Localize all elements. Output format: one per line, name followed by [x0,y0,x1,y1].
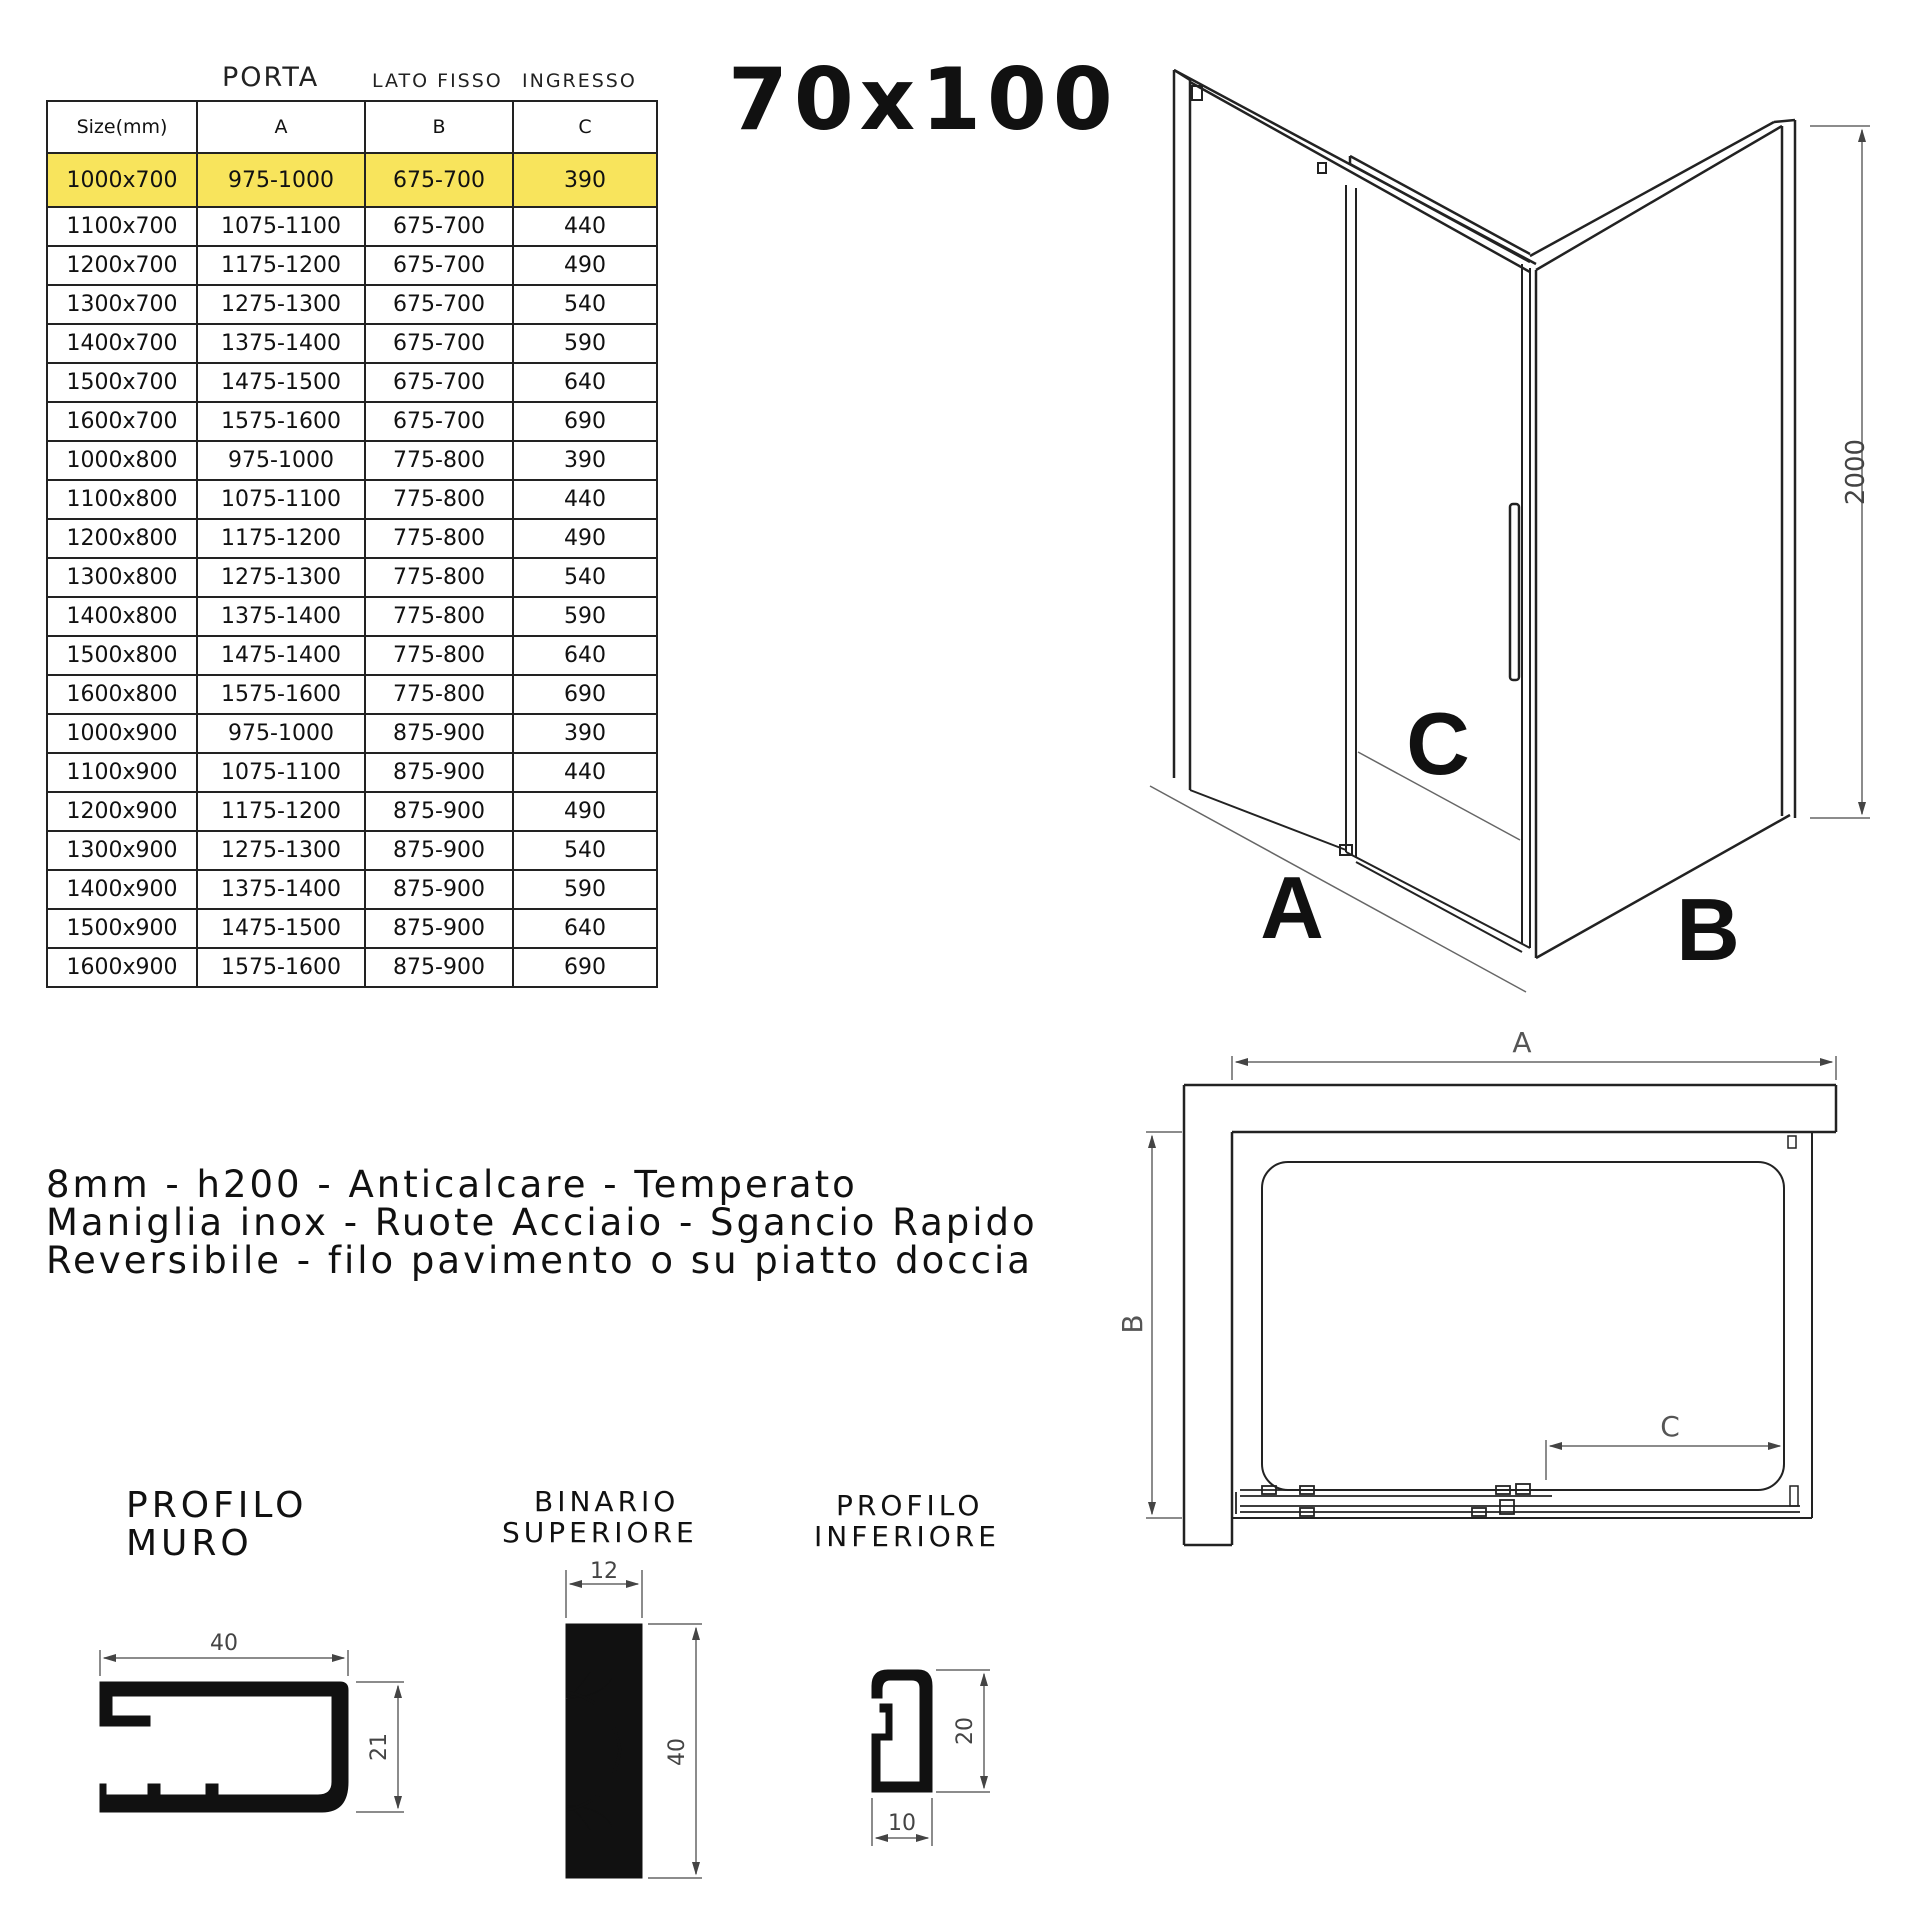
profilo-muro-title-1: PROFILO [126,1485,308,1526]
plan-enclosure [1232,1132,1812,1518]
cell-b: 775-800 [365,441,513,480]
cell-b: 875-900 [365,948,513,987]
cell-b: 675-700 [365,285,513,324]
plan-sliding-door [1236,1484,1800,1516]
cell-a: 1075-1100 [197,480,365,519]
binario-title-1: BINARIO [534,1485,680,1518]
spec-line-1: 8mm - h200 - Anticalcare - Temperato [46,1163,858,1206]
cell-a: 1075-1100 [197,207,365,246]
cell-size: 1500x700 [47,363,197,402]
iso-fixed-panel-a [1190,82,1346,850]
cell-c: 690 [513,675,657,714]
profilo-muro-section [100,1650,404,1812]
cell-a: 975-1000 [197,153,365,207]
cell-a: 1275-1300 [197,831,365,870]
binario-height-dimension: 40 [665,1738,690,1766]
spec-line-2: Maniglia inox - Ruote Acciaio - Sgancio Rapido [46,1201,1038,1244]
cell-b: 775-800 [365,558,513,597]
plan-dim-a: A [1512,1026,1532,1059]
cell-a: 1475-1500 [197,363,365,402]
plan-dimension-lines [1146,1056,1836,1518]
cell-a: 1575-1600 [197,402,365,441]
profilo-muro-title-2: MURO [126,1523,253,1564]
cell-c: 540 [513,285,657,324]
spec-line-3: Reversibile - filo pavimento o su piatto doccia [46,1239,1033,1282]
cell-c: 640 [513,636,657,675]
cell-c: 690 [513,402,657,441]
cell-c: 640 [513,363,657,402]
cell-c: 590 [513,870,657,909]
cell-a: 1275-1300 [197,285,365,324]
cell-a: 1475-1400 [197,636,365,675]
group-label-ingresso: INGRESSO [522,70,637,92]
cell-a: 1375-1400 [197,597,365,636]
cell-b: 675-700 [365,402,513,441]
binario-title-2: SUPERIORE [502,1516,698,1549]
cell-b: 675-700 [365,246,513,285]
column-header-a: A [197,101,365,153]
cell-size: 1400x700 [47,324,197,363]
cell-a: 975-1000 [197,441,365,480]
column-header-b: B [365,101,513,153]
iso-label-c: C [1406,694,1470,793]
cell-b: 875-900 [365,909,513,948]
cell-c: 440 [513,753,657,792]
cell-b: 875-900 [365,792,513,831]
cell-b: 675-700 [365,153,513,207]
cell-size: 1100x900 [47,753,197,792]
cell-size: 1200x900 [47,792,197,831]
cell-c: 540 [513,831,657,870]
iso-height-dimension: 2000 [1841,438,1871,506]
muro-width-dimension: 40 [210,1631,238,1656]
cell-b: 675-700 [365,324,513,363]
cell-size: 1500x800 [47,636,197,675]
cell-c: 590 [513,324,657,363]
cell-c: 440 [513,207,657,246]
muro-height-dimension: 21 [367,1733,392,1761]
product-title: 70x100 [728,50,1119,150]
cell-c: 590 [513,597,657,636]
inferiore-width-dimension: 10 [888,1811,916,1836]
iso-door-c [1340,185,1530,952]
cell-c: 690 [513,948,657,987]
cell-b: 675-700 [365,207,513,246]
cell-size: 1000x700 [47,153,197,207]
iso-label-b: B [1676,880,1740,979]
column-header-size: Size(mm) [47,101,197,153]
cell-size: 1600x700 [47,402,197,441]
binario-width-dimension: 12 [590,1559,618,1584]
iso-side-panel-b [1530,120,1795,958]
group-label-porta: PORTA [222,62,320,93]
cell-size: 1600x800 [47,675,197,714]
cell-size: 1000x900 [47,714,197,753]
cell-c: 390 [513,153,657,207]
cell-size: 1100x700 [47,207,197,246]
iso-shower-view [1150,70,1870,992]
profilo-inferiore-title-1: PROFILO [836,1489,984,1522]
cell-b: 675-700 [365,363,513,402]
cell-a: 1375-1400 [197,324,365,363]
inferiore-height-dimension: 20 [953,1717,978,1745]
cell-size: 1200x800 [47,519,197,558]
cell-b: 775-800 [365,519,513,558]
plan-dim-b: B [1116,1314,1149,1334]
plan-walls [1184,1085,1836,1545]
cell-size: 1300x800 [47,558,197,597]
iso-wall-profile-left [1174,70,1202,790]
cell-c: 490 [513,519,657,558]
cell-a: 1575-1600 [197,675,365,714]
column-header-c: C [513,101,657,153]
cell-size: 1600x900 [47,948,197,987]
cell-size: 1300x700 [47,285,197,324]
cell-a: 1475-1500 [197,909,365,948]
cell-b: 775-800 [365,675,513,714]
cell-c: 540 [513,558,657,597]
plan-view [1146,1056,1836,1545]
cell-size: 1000x800 [47,441,197,480]
cell-a: 1375-1400 [197,870,365,909]
cell-c: 490 [513,792,657,831]
cell-c: 390 [513,714,657,753]
binario-superiore-section [566,1570,702,1878]
cell-size: 1200x700 [47,246,197,285]
profilo-inferiore-title-2: INFERIORE [814,1520,1000,1553]
group-label-lato-fisso: LATO FISSO [372,70,503,92]
cell-size: 1400x800 [47,597,197,636]
cell-a: 975-1000 [197,714,365,753]
cell-size: 1500x900 [47,909,197,948]
iso-label-a: A [1260,858,1324,957]
cell-b: 875-900 [365,714,513,753]
cell-c: 640 [513,909,657,948]
cell-size: 1100x800 [47,480,197,519]
cell-c: 390 [513,441,657,480]
cell-b: 775-800 [365,636,513,675]
cell-a: 1175-1200 [197,246,365,285]
cell-a: 1175-1200 [197,792,365,831]
cell-b: 775-800 [365,597,513,636]
cell-b: 875-900 [365,870,513,909]
cell-size: 1400x900 [47,870,197,909]
cell-a: 1575-1600 [197,948,365,987]
cell-c: 440 [513,480,657,519]
cell-a: 1175-1200 [197,519,365,558]
cell-b: 775-800 [365,480,513,519]
cell-b: 875-900 [365,753,513,792]
cell-a: 1275-1300 [197,558,365,597]
cell-b: 875-900 [365,831,513,870]
plan-dim-c: C [1660,1410,1680,1443]
cell-a: 1075-1100 [197,753,365,792]
cell-c: 490 [513,246,657,285]
cell-size: 1300x900 [47,831,197,870]
